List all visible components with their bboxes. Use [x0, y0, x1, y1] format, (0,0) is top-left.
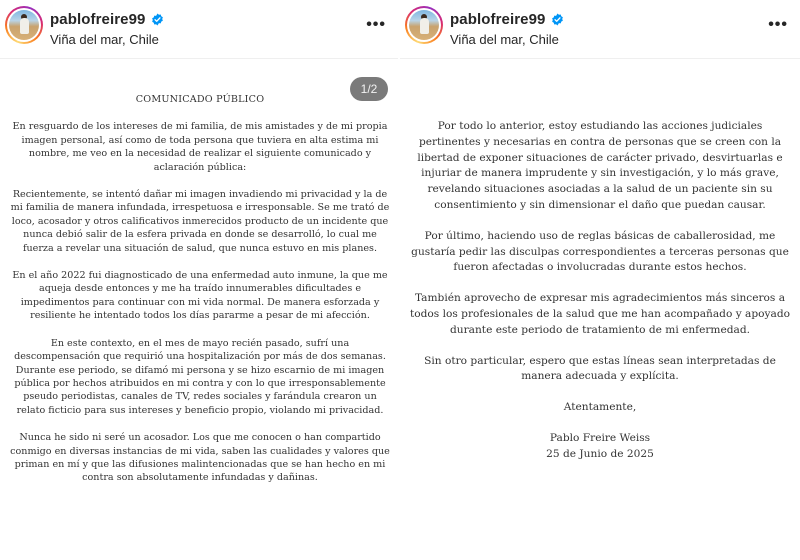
username-row [450, 11, 564, 28]
paragraph: En resguardo de los intereses de mi familia, de mis amistades y de mi propia imagen personal, así como de toda persona que tuviera en alta estima mi nombre, me veo en la necesidad de realizar el siguiente comunicado y aclaración pública: [12, 121, 388, 173]
signature-date: 25 de Junio de 2025 [546, 447, 654, 460]
closing: Atentamente, [563, 401, 637, 414]
paragraph: En este contexto, en el mes de mayo recién pasado, sufrí una descompensación que requirió una hospitalización por más de dos semanas. Durante ese periodo, se difamó mi persona y se hizo escarnio de mi imagen pública por hechos atribuidos en mi contra y con lo que irresponsablemente pseudo periodistas, canales de TV, redes sociales y farándula crearon un relato ficticio para sus intereses y beneficio propio, violando mi privacidad. [14, 337, 386, 416]
location-link[interactable]: Viña del mar, Chile [450, 32, 559, 47]
avatar-frame [7, 8, 41, 42]
avatar-frame [407, 8, 441, 42]
paragraph: Por último, haciendo uso de reglas básicas de caballerosidad, me gustaría pedir las disculpas correspondientes a terceras personas que fueron afectadas o involucradas durante estos hechos. [411, 229, 789, 274]
paragraph: En el año 2022 fui diagnosticado de una enfermedad auto inmune, la que me aqueja desde entonces y me ha traído innumerables dificultades e impedimentos para continuar con mi vida normal. De manera esforzada y resiliente he intentado todos los días pararme a pesar de mi afección. [12, 270, 388, 322]
instagram-post-2 [400, 0, 800, 560]
post-header [0, 0, 398, 59]
instagram-post-1 [0, 0, 398, 560]
verified-badge-icon [551, 13, 564, 26]
post-header [400, 0, 800, 59]
avatar-image [9, 10, 39, 40]
paragraph: Por todo lo anterior, estoy estudiando las acciones judiciales pertinentes y necesarias en contra de personas que se creen con la libertad de exponer situaciones de carácter privado, desvirtuarlas e injuriar de manera imprudente y sin investigación, y lo más grave, revelando situaciones asociadas a la salud de un paciente sin su consentimiento y sin dimensionar el daño que puedan causar. [417, 120, 783, 211]
signature-name: Pablo Freire Weiss [549, 431, 651, 444]
statement-document [406, 119, 794, 463]
statement-document [10, 93, 390, 499]
statement-title: COMUNICADO PÚBLICO [135, 94, 265, 105]
post-image [0, 59, 398, 560]
avatar-figure [20, 18, 29, 34]
more-options-icon[interactable]: ••• [768, 16, 788, 33]
avatar[interactable] [405, 6, 443, 44]
paragraph: Recientemente, se intentó dañar mi imagen invadiendo mi privacidad y la de mi familia de manera infundada, irrespetuosa e irresponsable. Se me trató de loco, acosador y otros calificativos inmerecidos producto de un incidente que nunca debió salir de la esfera privada en donde se desarrolló, lo cual me fuerza a revelar una situación de salud, que nunca estuvo en mis planes. [10, 189, 390, 254]
paragraph: Nunca he sido ni seré un acosador. Los que me conocen o han compartido conmigo en diversas instancias de mi vida, saben las cualidades y valores que priman en mí y que las difusiones malintencionadas que se han hecho en mi contra son absolutamente infundadas y dañinas. [10, 432, 390, 484]
username-row [50, 11, 164, 28]
page-indicator: 1/2 [350, 77, 388, 101]
username-link[interactable]: pablofreire99 [50, 11, 146, 28]
verified-badge-icon [151, 13, 164, 26]
avatar-figure [420, 18, 429, 34]
paragraph: También aprovecho de expresar mis agradecimientos más sinceros a todos los profesionales de la salud que me han acompañado y apoyado durante este periodo de tratamiento de mi enfermedad. [410, 292, 790, 336]
username-link[interactable]: pablofreire99 [450, 11, 546, 28]
paragraph: Sin otro particular, espero que estas líneas sean interpretadas de manera adecuada y explícita. [424, 354, 776, 383]
avatar[interactable] [5, 6, 43, 44]
more-options-icon[interactable]: ••• [366, 16, 386, 33]
avatar-image [409, 10, 439, 40]
location-link[interactable]: Viña del mar, Chile [50, 32, 159, 47]
post-image [400, 59, 800, 560]
